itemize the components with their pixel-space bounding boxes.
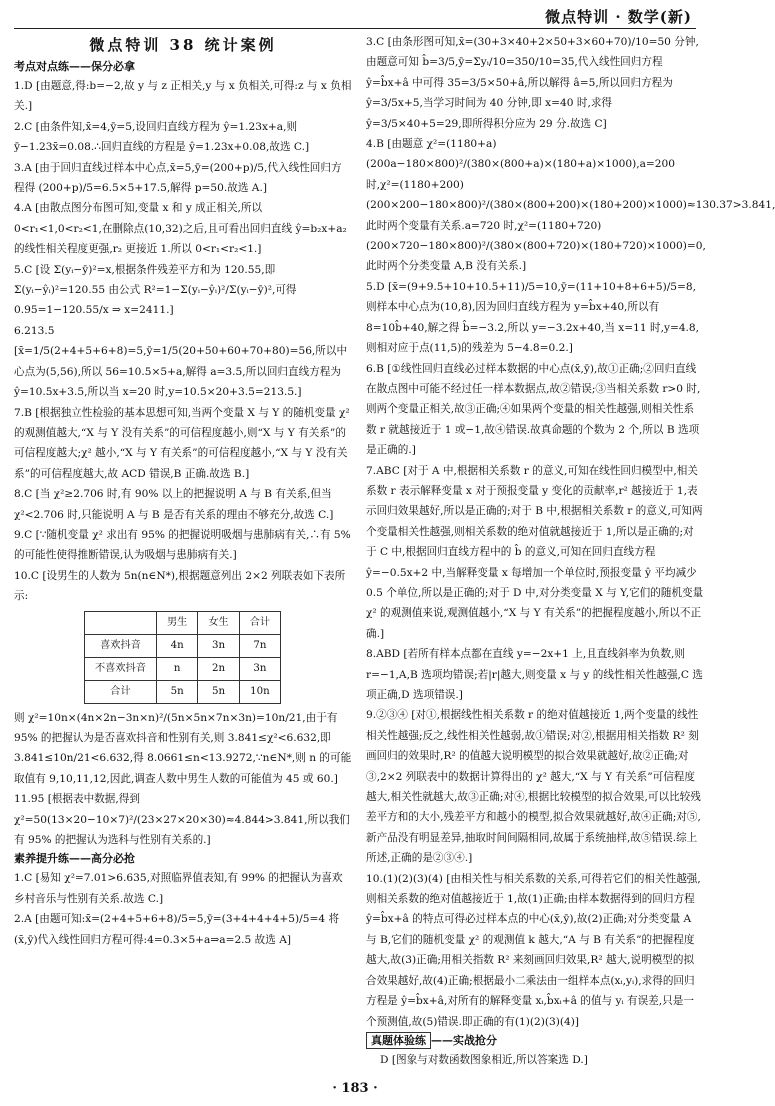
table-row: 喜欢抖音 4n 3n 7n (85, 634, 281, 657)
answer-item: 3.C [由条形图可知,x̄=(30+3×40+2×50+3×60+70)/10=50 分钟,由题意可知 b̂=3/5,ȳ=Σyᵢ/10=350/10=35,代入线性回归方程 ŷ=b̂x+â 中可得 35=3/5×50+â,所以解得 â=5,所以回归方程为 ŷ=3/5x+5,当学习时间为 40 分钟,即 x=40 时,求得 ŷ=3/5×40+5=29,即所得积分应为 29 分.故选 C] (366, 36, 699, 130)
table-row: 不喜欢抖音 n 2n 3n (85, 657, 281, 680)
answer-item: 5.C [设 Σ(yᵢ−ȳ)²=x,根据条件残差平方和为 120.55,即 Σ(yᵢ−ŷᵢ)²=120.55 由公式 R²=1−Σ(yᵢ−ŷᵢ)²/Σ(yᵢ−ȳ)²,可得 0.95=1−120.55/x ⇒ x=2411.] (14, 263, 297, 317)
answer-item: 3.A [由于回归直线过样本中心点,x̄=5,ȳ=(200+p)/5,代入线性回归方程得 (200+p)/5=6.5×5+17.5,解得 p=50.故选 A.] (14, 161, 342, 195)
left-column (14, 32, 352, 1072)
answer-item: 1.D [由题意,得:b=−2,故 y 与 z 正相关,y 与 x 负相关,可得:z 与 x 负相关.] (14, 80, 352, 113)
answer-item: 10.(1)(2)(3)(4) [由相关性与相关系数的关系,可得若它们的相关性越强,则相关系数的绝对值越接近于 1,故(1)正确;由样本数据得到的回归方程 ŷ=b̂x+â 的特点可得必过样本点的中心(x̄,ȳ),故(2)正确;对分类变量 A 与 B,它们的随机变量 χ² 的观测值 k 越大,“A 与 B 有关系”的把握程度越大,故(3)正确;用相关指数 R² 来刻画回归效果,R² 越大,说明模型的拟合效果越好,故(4)正确;根据最小二乘法由一组样本点(xᵢ,yᵢ),求得的回归方程是 ŷ=b̂x+â,对所有的解释变量 xᵢ,b̂xᵢ+â 的值与 yᵢ 有误差,只是一个预测值,故(5)错误.即正确的有(1)(2)(3)(4)] (366, 872, 701, 1028)
answer-item: 2.A [由题可知:x̄=(2+4+5+6+8)/5=5,ȳ=(3+4+4+4+5)/5=4 将(x̄,ȳ)代入线性回归方程可得:4=0.3×5+a⇒a=2.5 故选 A] (14, 913, 340, 946)
answer-item: 4.B [由题意 χ²=(1180+a)(200a−180×800)²/(380×(800+a)×(180+a)×1000),a=200 时,χ²=(1180+200)(200×200−180×800)²/(380×(800+200)×(180+200)×1000)≈130.37>3.841,此时两个变量有关系.a=720 时,χ²=(1180+720)(200×720−180×800)²/(380×(800+720)×(180+720)×1000)=0,此时两个分类变量 A,B 没有关系.] (366, 138, 775, 273)
answer-item: 则 χ²=10n×(4n×2n−3n×n)²/(5n×5n×7n×3n)=10n/21,由于有 95% 的把握认为是否喜欢抖音和性别有关,则 3.841≤χ²<6.632,即 3.841≤10n/21<6.632,得 8.0661≤n<13.9272,∵n∈N*,则 n 的可能取值有 9,10,11,12,因此,调查人数中男生人数的可能值为 45 或 60.] (14, 711, 352, 785)
section-badge: 真题体验练 (366, 1032, 431, 1049)
answer-item: 10.C [设男生的人数为 5n(n∈N*),根据题意列出 2×2 列联表如下表所示: (14, 569, 346, 603)
section-heading-1: 考点对点练——保分必拿 (14, 60, 135, 73)
contingency-table (84, 611, 281, 704)
right-column (366, 32, 775, 1072)
answer-item: 1.C [易知 χ²=7.01>6.635,对照临界值表知,有 99% 的把握认为喜欢乡村音乐与性别有关系.故选 C.] (14, 872, 343, 905)
answer-item: 9.②③④ [对①,根据线性相关系数 r 的绝对值越接近 1,两个变量的线性相关性越强;反之,线性相关性越弱,故①错误;对②,根据用相关指数 R² 刻画回归的效果时,R² 的值越大说明模型的拟合效果就越好,故②正确;对③,2×2 列联表中的数据计算得出的 χ² 越大,“X 与 Y 有关系”可信程度越大,相关性就越大,故③正确;对④,根据比较模型的拟合效果,可以比较残差平方和的大小,残差平方和越小的模型,拟合效果就越好,故④正确;对⑤,新产品没有明显差异,抽取时间间隔相同,故属于系统抽样,故⑤错误.综上所述,正确的是②③④.] (366, 709, 701, 865)
answer-item: 11.95 [根据表中数据,得到 χ²=50(13×20−10×7)²/(23×27×20×30)≈4.844>3.841,所以我们有 95% 的把握认为选科与性别有关系的.] (14, 793, 350, 846)
section-heading-3 (366, 1032, 704, 1050)
table-row: 合计 5n 5n 10n (85, 680, 281, 703)
answer-item: 9.C [∵随机变量 χ² 求出有 95% 的把握说明吸烟与患肺病有关,∴有 5% 的可能性使得推断错误,认为吸烟与患肺病有关.] (14, 528, 351, 562)
answer-item: 5.D [x̄=(9+9.5+10+10.5+11)/5=10,ȳ=(11+10+8+6+5)/5=8,则样本中心点为(10,8),因为回归直线方程为 y=b̂x+40,所以有 8=10b̂+40,解之得 b̂=−3.2,所以 y=−3.2x+40,当 x=11 时,y=4.8,则相对应于点(11,5)的残差为 5−4.8=0.2.] (366, 280, 700, 355)
answer-item: D [图象与对数函数图象相近,所以答案选 D.] (380, 1053, 588, 1066)
answer-item: 6.213.5 [x̄=1/5(2+4+5+6+8)=5,ȳ=1/5(20+50+60+70+80)=56,所以中心点为(5,56),所以 56=10.5×5+a,解得 a=3.5,所以回归直线方程为 ŷ=10.5x+3.5,所以当 x=20 时,y=10.5×20+3.5=213.5.] (14, 324, 348, 399)
page-title: 微点特训 38 统计案例 (89, 36, 277, 54)
page-number: · 183 · (332, 1081, 378, 1096)
section-heading-2: 素养提升练——高分必抢 (14, 852, 135, 866)
answer-item: 8.C [当 χ²≥2.706 时,有 90% 以上的把握说明 A 与 B 有关系,但当 χ²<2.706 时,只能说明 A 与 B 是否有关系的理由不够充分,故选 C.] (14, 488, 334, 521)
table-row: 男生 女生 合计 (85, 611, 281, 634)
answer-item: 6.B [①线性回归直线必过样本数据的中心点(x̄,ȳ),故①正确;②回归直线在散点图中可能不经过任一样本数据点,故②错误;③当相关系数 r>0 时,则两个变量正相关,故③正确;④如果两个变量的相关性越强,则相关性系数 r 就越接近于 1 或−1,故④错误.故真命题的个数为 2 个,所以 B 选项是正确的.] (366, 362, 701, 457)
answer-item: 7.ABC [对于 A 中,根据相关系数 r 的意义,可知在线性回归模型中,相关系数 r 表示解释变量 x 对于预报变量 y 变化的贡献率,r² 越接近于 1,表示回归效果越好,所以是正确的;对于 B 中,根据相关系数 r 的意义,可知两个变量相关性越强,则相关系数的绝对值就越接近于 1,所以是正确的;对于 C 中,根据回归直线方程中的 b̂ 的意义,可知在回归直线方程 ŷ=−0.5x+2 中,当解释变量 x 每增加一个单位时,预报变量 ŷ 平均减少 0.5 个单位,所以是正确的;对于 D 中,对分类变量 X 与 Y,它们的随机变量 χ² 的观测值来说,观测值越小,“X 与 Y 有关系”的把握程度越小,所以不正确.] (366, 464, 704, 640)
answer-item: 7.B [根据独立性检验的基本思想可知,当两个变量 X 与 Y 的随机变量 χ² 的观测值越大,“X 与 Y 没有关系”的可信程度越小,则“X 与 Y 有关系”的可信程度越大;χ² 越小,“X 与 Y 有关系”的可信程度越小,“X 与 Y 没有关系”的可信程度越大,故 ACD 错误,B 正确.故选 B.] (14, 406, 350, 480)
answer-item: 2.C [由条件知,x̄=4,ȳ=5,设回归直线方程为 ŷ=1.23x+a,则 ȳ−1.23x̄=0.08.∴回归直线的方程是 ŷ=1.23x+0.08,故选 C.] (14, 120, 310, 154)
section-heading-rest: ——实战抢分 (431, 1033, 497, 1047)
answer-item: 4.A [由散点图分布图可知,变量 x 和 y 成正相关,所以 0<r₁<1,0<r₂<1,在删除点(10,32)之后,且可看出回归直线 ŷ=b₂x+a₂ 的线性相关程度更强,r₂ 更接近 1.所以 0<r₁<r₂<1.] (14, 202, 347, 256)
series-header: 微点特训 · 数学(新) (545, 8, 692, 26)
answer-item: 8.ABD [若所有样本点都在直线 y=−2x+1 上,且直线斜率为负数,则 r=−1,A,B 选项均错误;若|r|越大,则变量 x 与 y 的线性相关性越强,C 选项正确,D 选项错误.] (366, 648, 703, 701)
header-rule (14, 28, 696, 29)
